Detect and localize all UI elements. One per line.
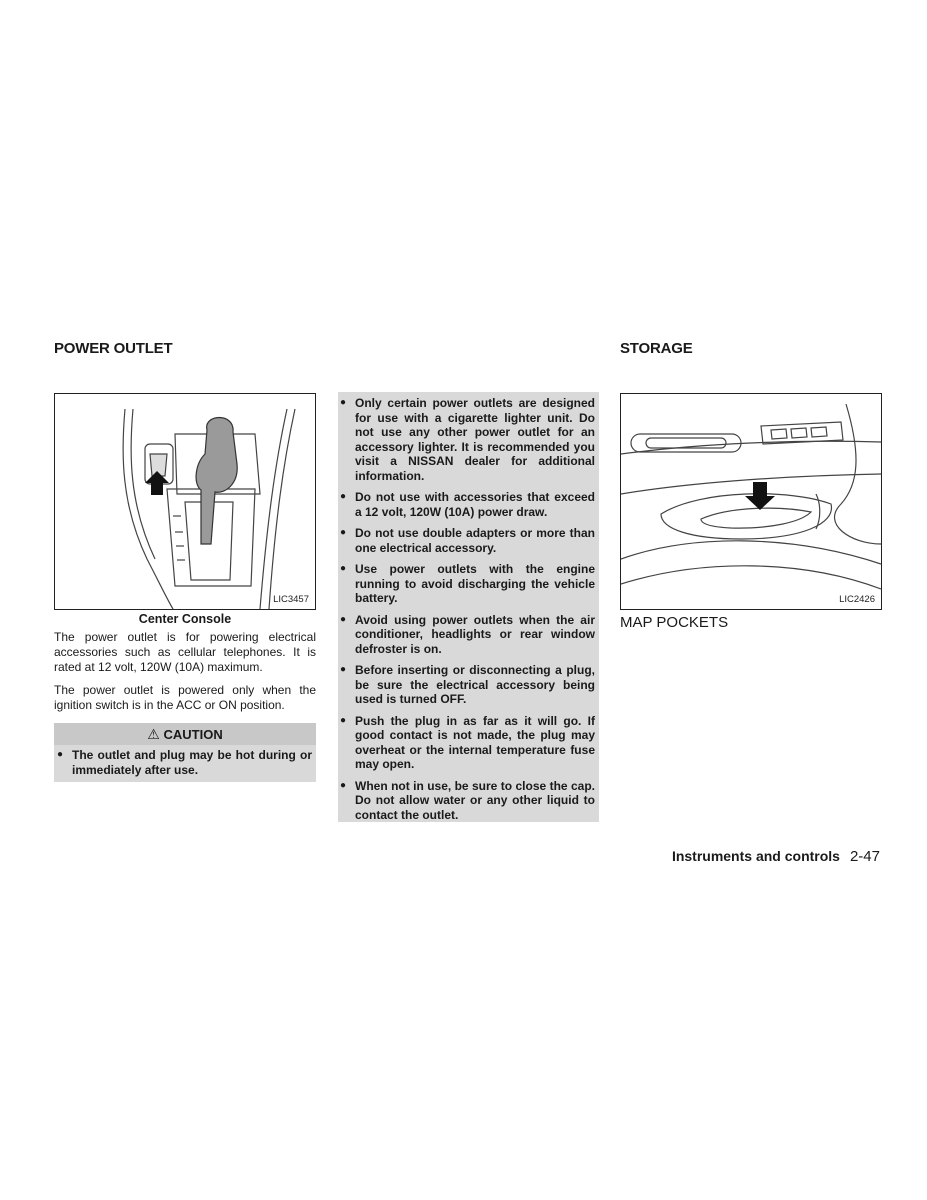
center-console-illustration	[55, 394, 315, 609]
paragraph-rating: The power outlet is for powering electrical accessories such as cellular telephones. It is rated at 12 volt, 120W (10A) maximum.	[54, 630, 316, 674]
figure-id: LIC3457	[273, 594, 309, 605]
page-footer	[672, 848, 880, 865]
arrow-down-icon	[745, 482, 775, 510]
center-console-figure	[54, 393, 316, 610]
caution-label: CAUTION	[163, 727, 223, 742]
map-pockets-figure	[620, 393, 882, 610]
list-item: ● Before inserting or disconnecting a plug, be sure the electrical accessory being used is turned OFF.	[339, 663, 595, 707]
list-item: ● Use power outlets with the engine running to avoid discharging the vehicle battery.	[339, 562, 595, 606]
section-heading-storage: STORAGE	[620, 340, 693, 357]
warnings-box	[338, 392, 599, 822]
footer-section-title: Instruments and controls	[671, 848, 840, 864]
list-item: ● Only certain power outlets are designed for use with a cigarette lighter unit. Do not use any other power outlet for an accessory lighter. It is recommended you visit a NISSAN dealer for additional information.	[339, 396, 595, 483]
list-item: ● When not in use, be sure to close the cap. Do not allow water or any other liquid to contact the outlet.	[339, 779, 595, 823]
figure-caption: MAP POCKETS	[620, 614, 729, 631]
paragraph-ignition: The power outlet is powered only when the ignition switch is in the ACC or ON position.	[54, 683, 316, 712]
list-item: ● Do not use double adapters or more than one electrical accessory.	[339, 526, 595, 555]
list-item: ● Do not use with accessories that exceed a 12 volt, 120W (10A) power draw.	[339, 490, 595, 519]
list-item: ● The outlet and plug may be hot during or immediately after use.	[56, 748, 312, 777]
warnings-list	[339, 396, 595, 822]
figure-id: LIC2426	[839, 594, 875, 605]
caution-list	[54, 745, 316, 777]
warning-triangle-icon: ⚠	[147, 726, 160, 742]
list-item: ● Avoid using power outlets when the air conditioner, headlights or rear window defroster is on.	[339, 613, 595, 657]
figure-caption: Center Console	[138, 612, 232, 626]
list-item: ● Push the plug in as far as it will go. If good contact is not made, the plug may overheat or the internal temperature fuse may open.	[339, 714, 595, 772]
caution-box	[54, 723, 316, 782]
section-heading-power-outlet: POWER OUTLET	[54, 340, 173, 357]
caution-header	[54, 723, 316, 745]
page-number: 2-47	[849, 848, 880, 865]
door-panel-illustration	[621, 394, 881, 609]
